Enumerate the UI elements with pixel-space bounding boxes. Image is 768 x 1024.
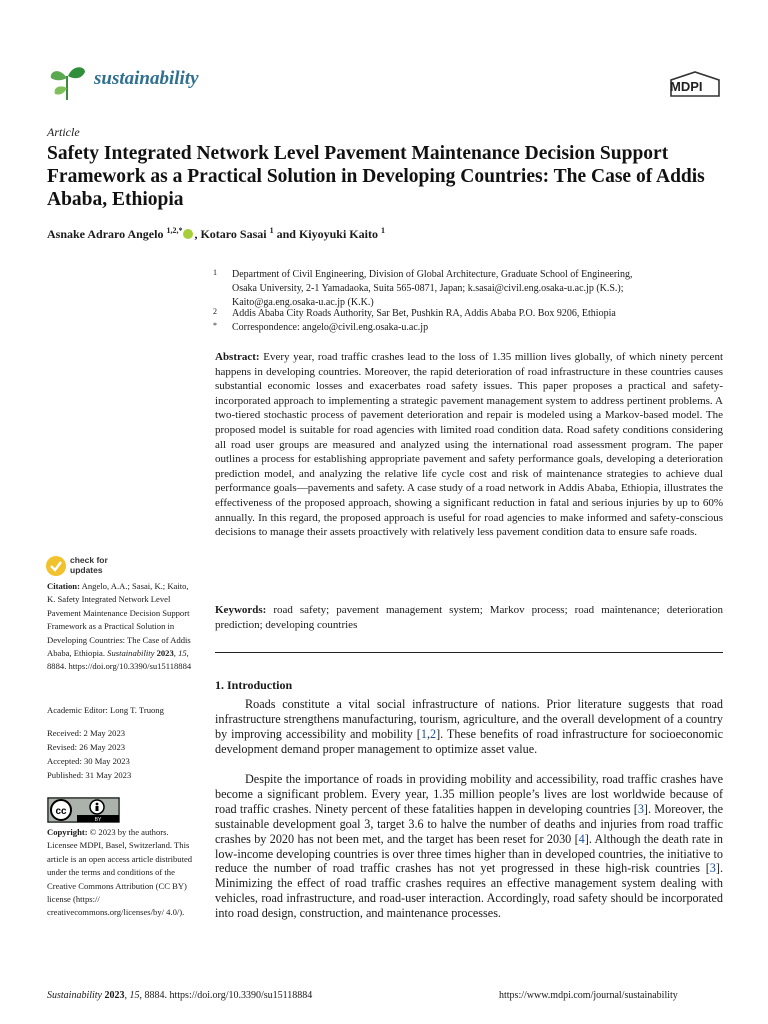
- footer-volume: 15: [129, 990, 140, 1001]
- section-heading: 1. Introduction: [215, 678, 293, 692]
- check-line: check for: [70, 555, 108, 565]
- affiliation-number: 2: [213, 307, 217, 316]
- correspondence-line[interactable]: Correspondence: angelo@civil.eng.osaka-u.ac.jp: [232, 322, 429, 333]
- journal-leaf-logo: [47, 62, 89, 104]
- accepted-date: Accepted: 30 May 2023: [47, 756, 130, 766]
- copyright-text: © 2023 by the authors. Licensee MDPI, Basel, Switzerland. This article is an open access article distributed under the terms and conditions of the Creative Commons Attribution (CC BY) license (https:// creativecommons.org/licenses/by/ 4.0/).: [47, 827, 193, 918]
- affiliation-text: [232, 268, 722, 310]
- citation-link[interactable]: 2: [430, 726, 437, 741]
- keywords: [215, 603, 723, 632]
- intro-paragraph-2: [215, 772, 723, 921]
- academic-editor: Academic Editor: Long T. Truong: [47, 705, 164, 715]
- cc-by-license-icon[interactable]: [47, 797, 120, 823]
- footer-doi[interactable]: , 8884. https://doi.org/10.3390/su15118884: [139, 990, 313, 1001]
- received-date: Received: 2 May 2023: [47, 728, 126, 738]
- citation-block: Citation: Angelo, A.A.; Sasai, K.; Kaito, K. Safety Integrated Network Level Pavement Maintenance Decision Support Framework as a Practical Solution in Developing Countries: The Case of Addis Ababa, Ethiopia. Sustainability 2023, 15, 8884. https://doi.org/10.3390/su15118884: [47, 581, 192, 672]
- orcid-icon[interactable]: [183, 229, 193, 239]
- affiliation-number: 1: [213, 268, 217, 277]
- copyright-label: Copyright:: [47, 827, 88, 837]
- intro-paragraph-1: [215, 697, 723, 757]
- keywords-text: road safety; pavement management system; Markov process; road maintenance; deterioration prediction; developing countries: [215, 604, 724, 631]
- check-for-updates-icon[interactable]: [45, 555, 67, 577]
- section-divider: [215, 652, 723, 653]
- footer-journal: Sustainability: [47, 990, 102, 1001]
- citation-year: 2023: [156, 648, 174, 659]
- citation-link[interactable]: 4: [578, 831, 585, 846]
- author-affiliation-sup: 1,2,*: [166, 226, 183, 235]
- article-type: Article: [47, 125, 80, 139]
- text-run: ,: [426, 726, 430, 741]
- citation-label: Citation:: [47, 581, 80, 591]
- affiliation-line: Kaito@ga.eng.osaka-u.ac.jp (K.K.): [232, 297, 374, 308]
- citation-journal: Sustainability: [107, 648, 155, 659]
- check-for-updates-label[interactable]: [70, 556, 108, 575]
- affiliation-number: *: [213, 321, 217, 330]
- author-affiliation-sup: 1: [380, 226, 385, 235]
- footer-journal-url[interactable]: https://www.mdpi.com/journal/sustainability: [499, 990, 678, 1001]
- journal-name: sustainability: [94, 68, 199, 89]
- published-date: Published: 31 May 2023: [47, 770, 132, 780]
- citation-link[interactable]: 1: [420, 726, 427, 741]
- and-conjunction: and: [276, 227, 296, 241]
- abstract-text: Every year, road traffic crashes lead to the loss of 1.35 million lives globally, of which ninety percent happens in developing countries. Moreover, the rapid deterioration of road infrastructure in these countries causes substantial economic losses and exacerbates road safety issues. This paper proposes a practical and safety-incorporated approach to implementing a strategic pavement management system to address pertinent problems. A two-tiered stochastic process of pavement deterioration and repair is modeled using a Markov-based model. The proposed model is suitable for road agencies with limited road condition data. Road safety conditions considering all road user groups are measured and analyzed using the international road assessment program. The paper outlines a process for establishing appropriate pavement and safety performance goals, developing a deterioration prediction model, and analyzing the relative life cycle cost and risk of maintenance strategies to achieve dual performance goals—pavements and safety. A case study of a road network in Addis Ababa, Ethiopia, illustrates the effectiveness of the proposed approach, showing a significant reduction in fatal and serious injuries by up to 60% annually. In this regard, the proposed approach is useful for road agencies to make informed and safety-conscious decisions to manage their assets proactively with relatively less pavement condition data to ensure safe roads.: [215, 351, 724, 539]
- author-name[interactable]: Kotaro Sasai: [200, 227, 267, 241]
- affiliation-line: Department of Civil Engineering, Division of Global Architecture, Graduate School of Engineering,: [232, 269, 633, 280]
- footer-year: 2023: [104, 990, 125, 1001]
- affiliation-line: Addis Ababa City Roads Authority, Sar Bet, Pushkin RA, Addis Ababa P.O. Box 9206, Ethiopia: [232, 308, 616, 319]
- text-run: Roads constitute a vital social infrastructure of nations. Prior literature suggests that road infrastructure strengthens manufacturing, tourism, agriculture, and the overall development of a country by improving accessibility and mobility [: [215, 697, 723, 741]
- cc-label: BY: [94, 817, 102, 823]
- citation-link[interactable]: 3: [709, 861, 716, 876]
- author-affiliation-sup: 1: [269, 226, 274, 235]
- author-name[interactable]: Asnake Adraro Angelo: [47, 227, 164, 241]
- citation-text: Angelo, A.A.; Sasai, K.; Kaito, K. Safety Integrated Network Level Pavement Maintenance Decision Support Framework as a Practical Solution in Developing Countries: The Case of Addis Ababa, Ethiopia.: [47, 581, 191, 659]
- publisher-name: MDPI: [670, 79, 703, 94]
- abstract: [215, 350, 723, 540]
- revised-date: Revised: 26 May 2023: [47, 742, 126, 752]
- authors: Asnake Adraro Angelo $^{1,2,*}$ , Kotaro Sasai $^1$ and Kiyoyuki Kaito $^1$: [47, 226, 385, 241]
- check-line: updates: [70, 564, 103, 575]
- affiliation-text: [232, 307, 722, 321]
- text-run: ]. Moreover, the sustainable development goal 3, target 3.6 to halve the number of deaths and injuries from road traffic crashes by 2020 has not been met, and the target has been reset for 2030 [: [215, 801, 724, 846]
- text-run: Despite the importance of roads in providing mobility and accessibility, road traffic crashes have become a significant problem. Every year, 1.35 million people’s lives are lost worldwide because of road traffic crashes. Ninety percent of these fatalities happen in developing countries [: [215, 772, 723, 816]
- article-title: Safety Integrated Network Level Pavement Maintenance Decision Support Framework as a Practical Solution in Developing Countries: The Case of Addis Ababa, Ethiopia: [47, 143, 705, 210]
- text-run: ]. Although the death rate in low-income developing countries is over three times higher than in developed countries, the initiative to reduce the number of road traffic crashes has not yet progressed in these high-risk countries [: [215, 831, 723, 876]
- affiliation-line: Osaka University, 2-1 Yamadaoka, Suita 565-0871, Japan; k.sasai@civil.eng.osaka-u.ac.jp (K.S.);: [232, 283, 624, 294]
- abstract-label: Abstract:: [215, 351, 260, 363]
- text-run: ]. Minimizing the effect of road traffic crashes requires an effective management system dealing with vehicles, road infrastructure, and road-user interaction. Accordingly, road safety should be incorporated into road design, construction, and maintenance processes.: [215, 861, 723, 921]
- svg-text:cc: cc: [55, 806, 67, 817]
- footer-citation: Sustainability 2023, 15, 8884. https://doi.org/10.3390/su15118884: [47, 990, 313, 1001]
- keywords-label: Keywords:: [215, 604, 267, 616]
- author-name[interactable]: Kiyoyuki Kaito: [298, 227, 378, 241]
- affiliation-text: [232, 321, 722, 335]
- copyright-block: [47, 826, 197, 920]
- citation-doi[interactable]: , 8884. https://doi.org/10.3390/su15118884: [47, 648, 192, 672]
- text-run: ]. These benefits of road infrastructure for socioeconomic development demand proper management to optimize asset value.: [215, 726, 723, 756]
- citation-link[interactable]: 3: [637, 801, 644, 816]
- citation-volume: 15: [178, 648, 187, 659]
